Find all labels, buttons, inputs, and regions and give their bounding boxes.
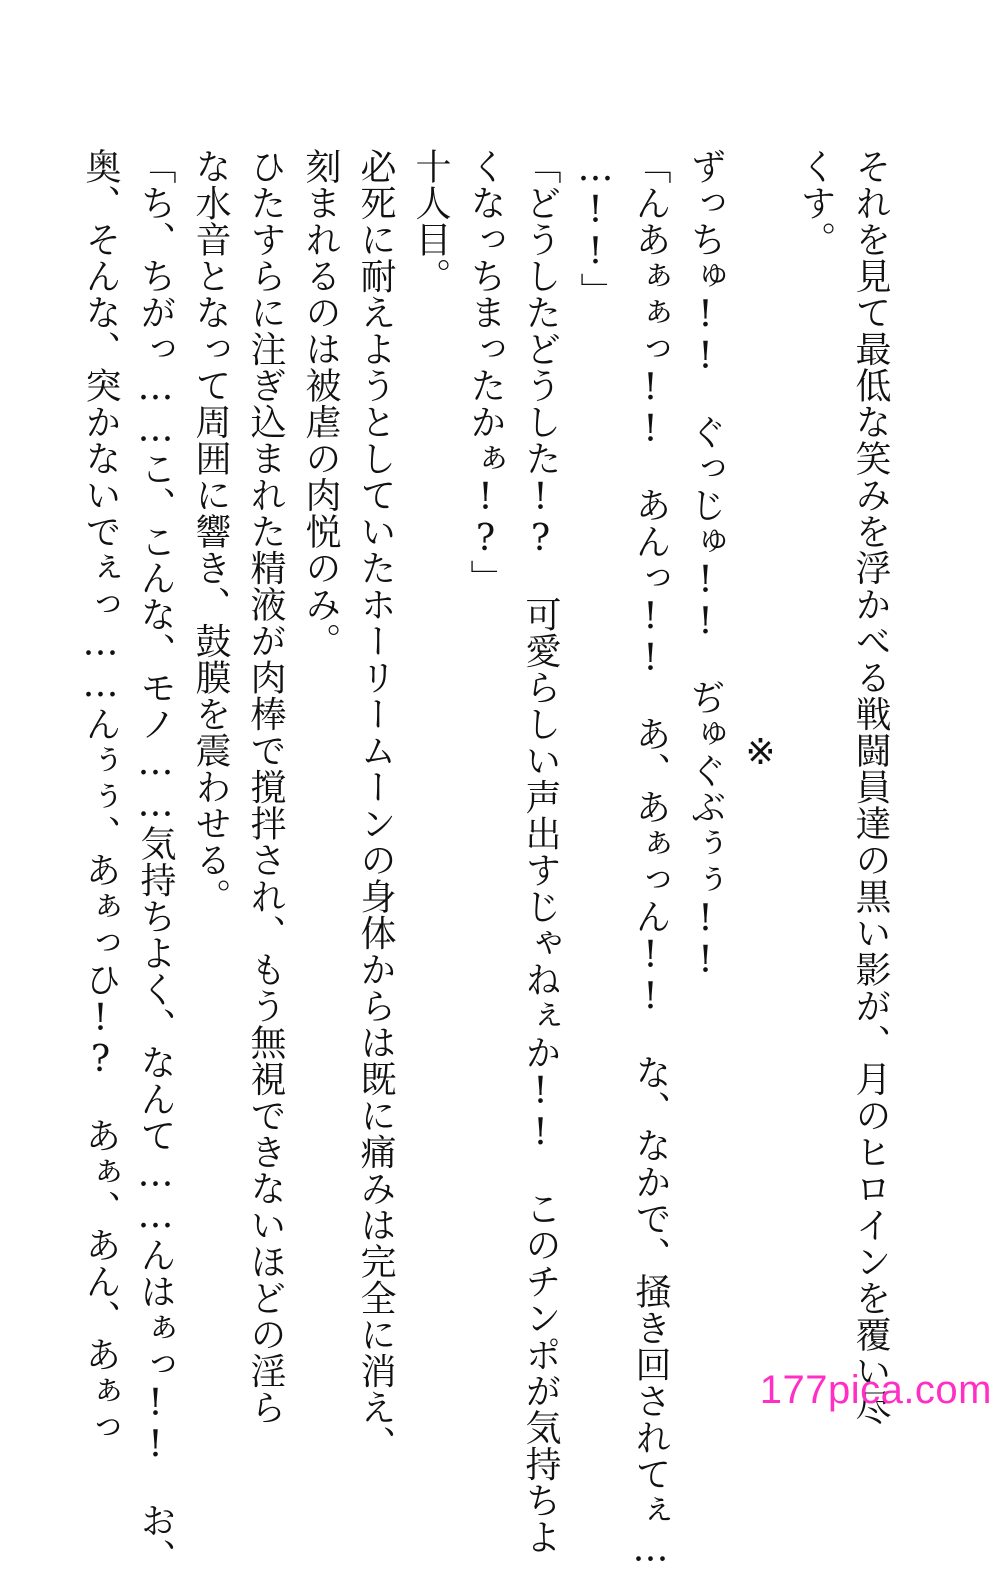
text-line-10: くなっちまったかぁ!?」 [465, 148, 506, 596]
text-line-2: くす。 [795, 148, 836, 258]
text-line-8: …!!」 [575, 148, 616, 309]
text-line-11: 十人目。 [410, 148, 451, 294]
scene-break-mark: ※ [740, 732, 781, 774]
site-watermark: 177pica.com [759, 1368, 992, 1412]
text-line-7: 「んあぁぁっ!! あんっ!! あ、あぁっん!! な、なかで、掻き回されてぇ… [630, 148, 671, 1570]
text-line-9: 「どうしたどうした!? 可愛らしい声出すじゃねぇか!! このチンポが気持ちよ [520, 148, 561, 1555]
text-line-1: それを見て最低な笑みを浮かべる戦闘員達の黒い影が、月のヒロインを覆い尽 [850, 148, 891, 1426]
text-line-12: 必死に耐えようとしていたホーリームーンの身体からは既に痛みは完全に消え、 [355, 148, 396, 1462]
text-line-15: な水音となって周囲に響き、鼓膜を震わせる。 [190, 148, 231, 915]
text-line-14: ひたすらに注ぎ込まれた精液が肉棒で撹拌され、もう無視できないほどの淫ら [245, 148, 286, 1426]
text-line-16: 「ち、ちがっ……こ、こんな、モノ……気持ちよく、なんて……んはぁっ!! お、 [135, 148, 176, 1575]
text-line-13: 刻まれるのは被虐の肉悦のみ。 [300, 148, 341, 659]
text-line-17: 奥、そんな、突かないでぇっ……んぅぅ、あぁっひ!? あぁ、あん、あぁっ [80, 148, 121, 1446]
text-line-6: ずっちゅ!! ぐっじゅ!! ぢゅぐぶぅぅ!! [685, 148, 726, 981]
